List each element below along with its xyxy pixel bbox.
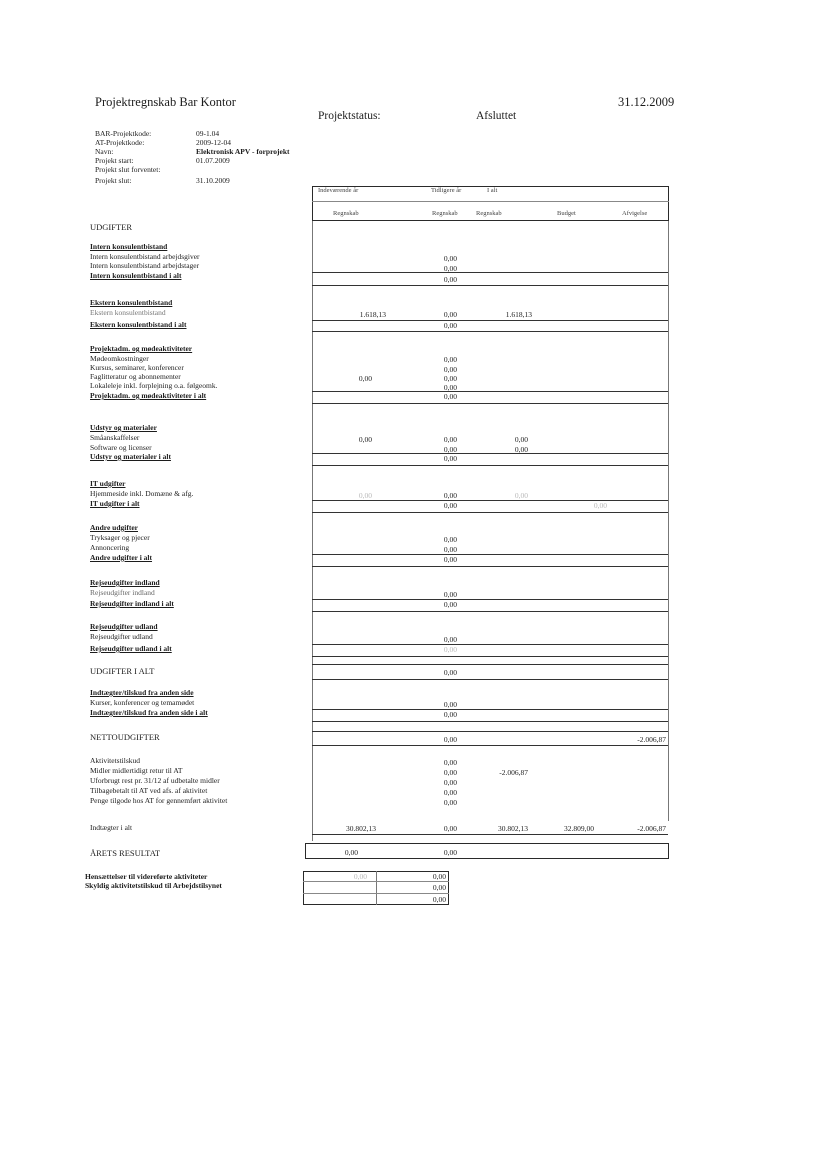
status-value: Afsluttet xyxy=(476,110,517,122)
divider xyxy=(312,709,668,710)
val-income-5: 0,00 xyxy=(443,798,457,807)
section-andre-title: Andre udgifter xyxy=(90,523,138,532)
divider xyxy=(312,644,668,645)
section-udstyr-title: Udstyr og materialer xyxy=(90,423,157,432)
report-date: 31.12.2009 xyxy=(618,95,675,109)
divider xyxy=(312,664,668,665)
section-it-title: IT udgifter xyxy=(90,479,126,488)
sub-header-5: Afvigelse xyxy=(622,210,648,217)
row-rejse-ud-1: Rejseudgifter udland xyxy=(90,632,153,641)
val-indtaegter-1: 0,00 xyxy=(443,700,457,709)
row-projektadm-4: Lokaleleje inkl. forplejning o.a. følgeomk. xyxy=(90,381,218,390)
section-projektadm-title: Projektadm. og mødeaktiviteter xyxy=(90,344,193,353)
total-rejse-ind: Rejseudgifter indland i alt xyxy=(90,599,174,608)
val-ekstern-sum: 0,00 xyxy=(443,321,457,330)
row-income-2: Midler midlertidigt retur til AT xyxy=(90,766,183,775)
val-udstyr-prev-1: 0,00 xyxy=(443,435,457,444)
val-income-1: 0,00 xyxy=(443,758,457,767)
report-title: Projektregnskab Bar Kontor xyxy=(95,95,236,109)
info-value-end: 31.10.2009 xyxy=(196,176,230,185)
row-rejse-ind-1: Rejseudgifter indland xyxy=(90,588,155,597)
divider xyxy=(312,566,668,567)
divider xyxy=(312,554,668,555)
val-it-cur: 0,00 xyxy=(358,491,372,500)
val-indtaegter-i-alt-cur: 30.802,13 xyxy=(346,824,376,833)
divider xyxy=(303,893,449,894)
val-hensaettelser-cur: 0,00 xyxy=(353,872,367,881)
val-udstyr-total-1: 0,00 xyxy=(514,435,528,444)
row-projektadm-2: Kursus, seminarer, konferencer xyxy=(90,363,184,372)
val-andre-1: 0,00 xyxy=(443,535,457,544)
aarets-resultat-box xyxy=(305,843,669,859)
val-rejse-ind-1: 0,00 xyxy=(443,590,457,599)
section-intern-title: Intern konsulentbistand xyxy=(90,242,168,251)
val-projektadm-4: 0,00 xyxy=(443,383,457,392)
row-andre-1: Tryksager og pjecer xyxy=(90,533,150,542)
divider xyxy=(312,599,668,600)
info-value-bar: 09-1.04 xyxy=(196,129,220,138)
val-indtaegter-i-alt-afvigelse: -2.006,87 xyxy=(637,824,666,833)
divider xyxy=(312,656,668,657)
val-udstyr-total-2: 0,00 xyxy=(514,445,528,454)
val-udstyr-cur-1: 0,00 xyxy=(358,435,372,444)
divider xyxy=(312,272,668,273)
val-nettoudgifter-afvigelse: -2.006,87 xyxy=(637,735,666,744)
divider xyxy=(312,453,668,454)
row-income-3: Uforbrugt rest pr. 31/12 af udbetalte midler xyxy=(90,776,220,785)
val-aarets-cur: 0,00 xyxy=(344,848,358,857)
val-intern-2: 0,00 xyxy=(443,264,457,273)
total-ekstern: Ekstern konsulentbistand i alt xyxy=(90,320,187,329)
info-value-name: Elektronisk APV - forprojekt xyxy=(196,147,290,156)
label-hensaettelser: Hensættelser til videreførte aktiviteter xyxy=(85,872,208,881)
info-label-end: Projekt slut: xyxy=(95,176,132,185)
val-nettoudgifter: 0,00 xyxy=(443,735,457,744)
total-projektadm: Projektadm. og mødeaktiviteter i alt xyxy=(90,391,207,400)
col-header-previous: Tidligere år xyxy=(431,187,462,194)
label-nettoudgifter: NETTOUDGIFTER xyxy=(90,732,160,742)
divider xyxy=(312,834,668,835)
row-ekstern-1: Ekstern konsulentbistand xyxy=(90,308,166,317)
val-it-sum: 0,00 xyxy=(443,501,457,510)
divider xyxy=(312,500,668,501)
sub-header-4: Budget xyxy=(557,210,576,217)
divider xyxy=(312,391,668,392)
total-andre: Andre udgifter i alt xyxy=(90,553,153,562)
divider xyxy=(312,285,668,286)
divider xyxy=(312,331,668,332)
val-hensaettelser-prev: 0,00 xyxy=(432,872,446,881)
row-udstyr-2: Software og licenser xyxy=(90,443,152,452)
val-ekstern-cur: 1.618,13 xyxy=(359,310,386,319)
sub-header-2: Regnskab xyxy=(432,210,458,217)
val-income-4: 0,00 xyxy=(443,788,457,797)
divider xyxy=(312,745,668,746)
val-andre-2: 0,00 xyxy=(443,545,457,554)
label-indtaegter-i-alt: Indtægter i alt xyxy=(90,823,133,832)
row-intern-2: Intern konsulentbistand arbejdstager xyxy=(90,261,200,270)
val-projektadm-cur-3: 0,00 xyxy=(358,374,372,383)
total-indtaegter: Indtægter/tilskud fra anden side i alt xyxy=(90,708,208,717)
info-label-start: Projekt start: xyxy=(95,156,134,165)
section-rejse-ind-title: Rejseudgifter indland xyxy=(90,578,160,587)
label-udgifter-i-alt: UDGIFTER I ALT xyxy=(90,666,155,676)
section-udgifter: UDGIFTER xyxy=(90,222,133,232)
divider xyxy=(312,465,668,466)
row-indtaegter-1: Kurser, konferencer og temamødet xyxy=(90,698,195,707)
row-andre-2: Annoncering xyxy=(90,543,130,552)
val-ekstern-prev: 0,00 xyxy=(443,310,457,319)
divider xyxy=(312,512,668,513)
section-rejse-ud-title: Rejseudgifter udland xyxy=(90,622,158,631)
val-indtaegter-i-alt-prev: 0,00 xyxy=(443,824,457,833)
val-udgifter-i-alt: 0,00 xyxy=(443,668,457,677)
divider xyxy=(312,611,668,612)
val-skyldig-total: 0,00 xyxy=(432,895,446,904)
info-label-bar: BAR-Projektkode: xyxy=(95,129,152,138)
sub-header-1: Regnskab xyxy=(333,210,359,217)
info-value-at: 2009-12-04 xyxy=(196,138,231,147)
total-it: IT udgifter i alt xyxy=(90,499,140,508)
val-skyldig-prev: 0,00 xyxy=(432,883,446,892)
val-projektadm-3: 0,00 xyxy=(443,374,457,383)
section-ekstern-title: Ekstern konsulentbistand xyxy=(90,298,173,307)
row-income-1: Aktivitetstilskud xyxy=(90,756,141,765)
row-income-5: Penge tilgode hos AT for gennemført aktivitet xyxy=(90,796,228,805)
val-intern-total: 0,00 xyxy=(443,275,457,284)
divider xyxy=(312,320,668,321)
val-income-2-total: -2.006,87 xyxy=(499,768,528,777)
divider xyxy=(303,881,449,882)
status-label: Projektstatus: xyxy=(318,110,381,122)
info-label-expected-end: Projekt slut forventet: xyxy=(95,165,161,174)
val-rejse-ud-1: 0,00 xyxy=(443,635,457,644)
info-label-at: AT-Projektkode: xyxy=(95,138,145,147)
vertical-rule xyxy=(312,221,313,841)
divider xyxy=(312,731,668,732)
col-header-current: Indeværende år xyxy=(318,187,359,194)
total-rejse-ud: Rejseudgifter udland i alt xyxy=(90,644,172,653)
val-projektadm-2: 0,00 xyxy=(443,365,457,374)
vertical-rule xyxy=(668,221,669,821)
val-indtaegter-i-alt-total: 30.802,13 xyxy=(498,824,528,833)
row-udstyr-1: Småanskaffelser xyxy=(90,433,140,442)
val-aarets-prev: 0,00 xyxy=(443,848,457,857)
row-income-4: Tilbagebetalt til AT ved afs. af aktivitet xyxy=(90,786,208,795)
section-indtaegter-title: Indtægter/tilskud fra anden side xyxy=(90,688,194,697)
val-it-budget: 0,00 xyxy=(593,501,607,510)
val-udstyr-sum: 0,00 xyxy=(443,454,457,463)
col-header-total: I alt xyxy=(487,187,498,194)
row-projektadm-3: Faglitteratur og abonnementer xyxy=(90,372,181,381)
info-value-start: 01.07.2009 xyxy=(196,156,230,165)
val-intern-1: 0,00 xyxy=(443,254,457,263)
val-it-total: 0,00 xyxy=(514,491,528,500)
sub-header-3: Regnskab xyxy=(476,210,502,217)
val-projektadm-total: 0,00 xyxy=(443,392,457,401)
val-andre-total: 0,00 xyxy=(443,555,457,564)
val-income-2: 0,00 xyxy=(443,768,457,777)
total-intern: Intern konsulentbistand i alt xyxy=(90,271,182,280)
row-projektadm-1: Mødeomkostninger xyxy=(90,354,149,363)
divider xyxy=(312,201,669,202)
divider xyxy=(312,403,668,404)
total-udstyr: Udstyr og materialer i alt xyxy=(90,452,171,461)
vertical-rule xyxy=(376,871,377,905)
label-aarets-resultat: ÅRETS RESULTAT xyxy=(90,848,161,858)
val-indtaegter-i-alt-budget: 32.809,00 xyxy=(564,824,594,833)
info-label-name: Navn: xyxy=(95,147,114,156)
val-udstyr-prev-2: 0,00 xyxy=(443,445,457,454)
divider xyxy=(312,721,668,722)
label-skyldig: Skyldig aktivitetstilskud til Arbejdstilsynet xyxy=(85,881,222,890)
divider xyxy=(312,679,668,680)
val-indtaegter-total: 0,00 xyxy=(443,710,457,719)
val-ekstern-total: 1.618,13 xyxy=(505,310,532,319)
val-it-prev: 0,00 xyxy=(443,491,457,500)
val-projektadm-1: 0,00 xyxy=(443,355,457,364)
val-income-3: 0,00 xyxy=(443,778,457,787)
row-it-1: Hjemmeside inkl. Domæne & afg. xyxy=(90,489,194,498)
val-rejse-ud-total: 0,00 xyxy=(443,645,457,654)
row-intern-1: Intern konsulentbistand arbejdsgiver xyxy=(90,252,200,261)
val-rejse-ind-total: 0,00 xyxy=(443,600,457,609)
